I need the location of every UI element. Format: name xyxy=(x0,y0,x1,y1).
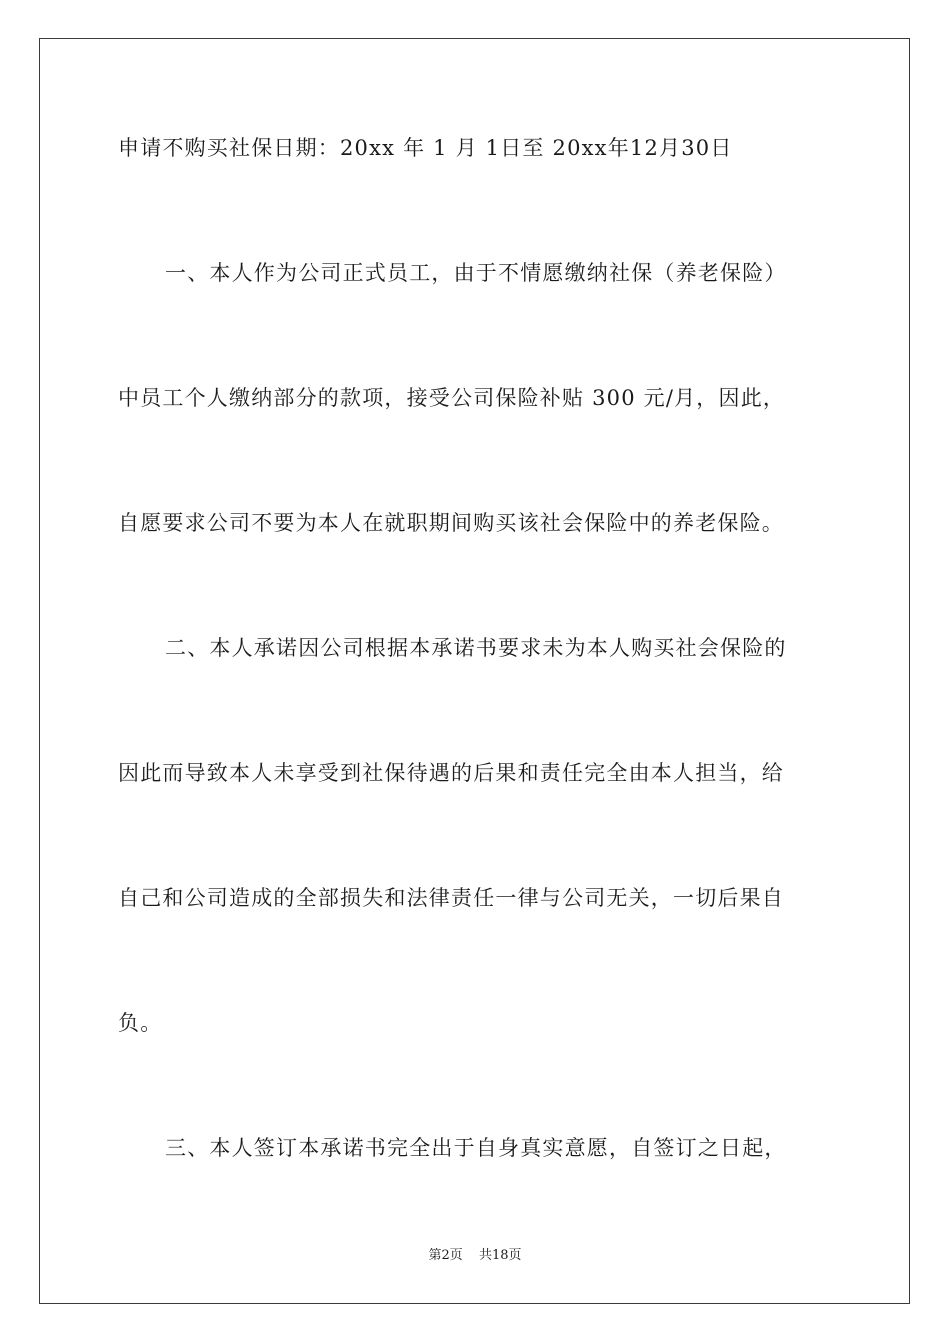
page-number: 第2页 xyxy=(428,1248,463,1263)
date-line: 申请不购买社保日期：20xx 年 1 月 1日至 20xx年12月30日 xyxy=(118,136,733,160)
clause-three-line-1: 三、本人签订本承诺书完全出于自身真实意愿，自签订之日起， xyxy=(165,1136,787,1160)
clause-two-line-4: 负。 xyxy=(118,1011,163,1035)
clause-one-line-2: 中员工个人缴纳部分的款项，接受公司保险补贴 300 元/月，因此， xyxy=(118,386,786,410)
clause-two-line-1: 二、本人承诺因公司根据本承诺书要求未为本人购买社会保险的 xyxy=(165,636,787,660)
page-total: 共18页 xyxy=(478,1248,522,1263)
clause-two-line-3: 自己和公司造成的全部损失和法律责任一律与公司无关，一切后果自 xyxy=(118,886,784,910)
page-footer xyxy=(0,1246,950,1266)
clause-two-line-2: 因此而导致本人未享受到社保待遇的后果和责任完全由本人担当，给 xyxy=(118,761,784,785)
clause-one-line-3: 自愿要求公司不要为本人在就职期间购买该社会保险中的养老保险。 xyxy=(118,511,784,535)
clause-one-line-1: 一、本人作为公司正式员工，由于不情愿缴纳社保（养老保险） xyxy=(165,261,787,285)
page-border xyxy=(39,38,910,1304)
